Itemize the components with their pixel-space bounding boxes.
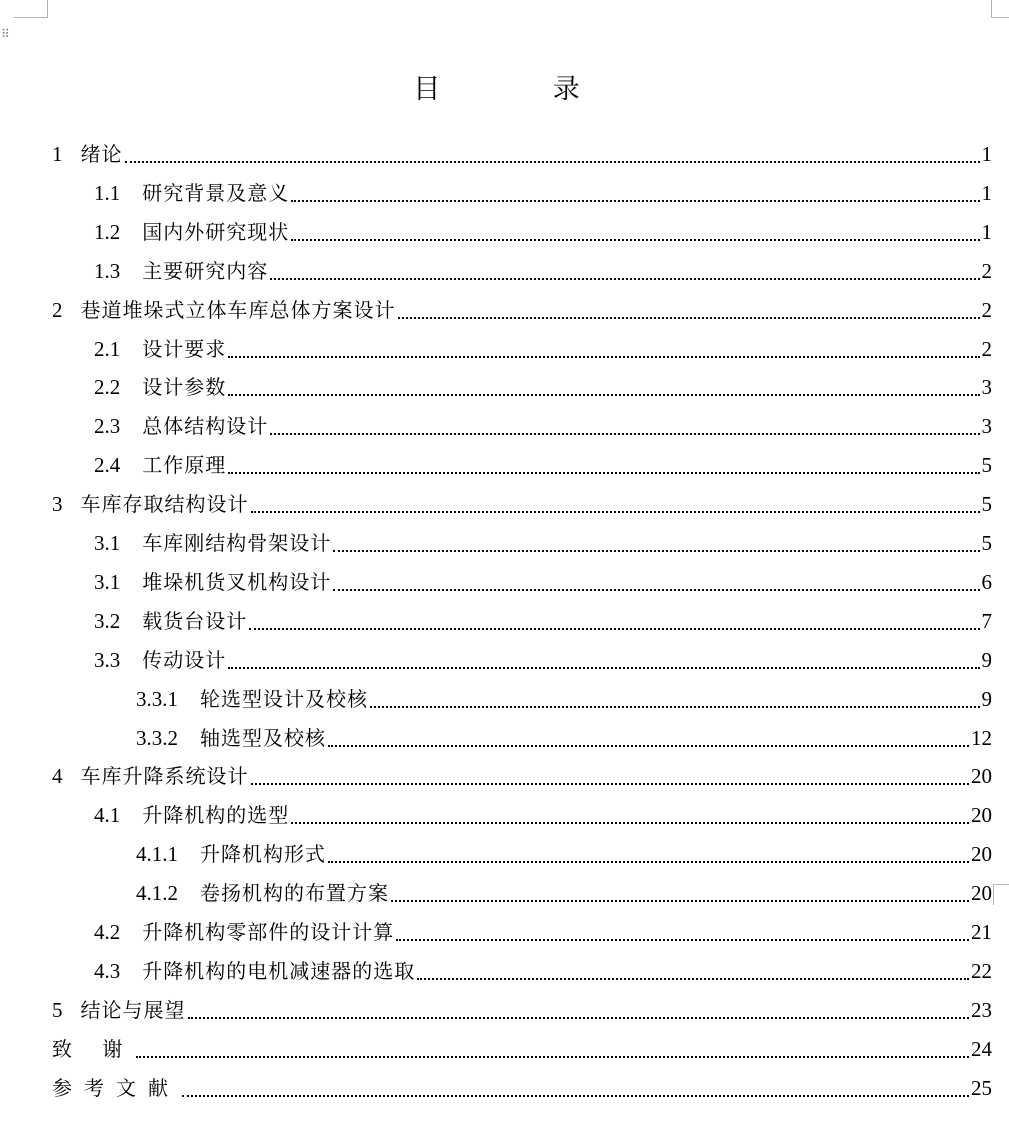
toc-entry-label: 轴选型及校核 <box>200 725 326 750</box>
toc-entry-number: 4.1.1 <box>136 842 178 867</box>
toc-dot-leader <box>251 511 980 513</box>
toc-dot-leader <box>370 706 980 708</box>
toc-entry[interactable] <box>94 407 992 445</box>
toc-dot-leader <box>396 939 969 941</box>
toc-entry[interactable] <box>94 913 992 951</box>
toc-entry-page-number: 2 <box>981 258 992 283</box>
toc-entry-number: 2.1 <box>94 336 121 361</box>
toc-dot-leader <box>228 394 979 396</box>
toc-entry-page-number: 2 <box>981 297 992 322</box>
toc-entry-number: 1.1 <box>94 180 121 205</box>
toc-dot-leader <box>270 433 979 435</box>
toc-entry-number: 2 <box>52 297 63 322</box>
toc-dot-leader <box>328 861 969 863</box>
toc-entry-label: 卷扬机构的布置方案 <box>200 881 389 906</box>
toc-entry-label: 国内外研究现状 <box>142 219 290 244</box>
toc-entry-page-number: 23 <box>971 997 992 1022</box>
toc-entry-label: 传动设计 <box>142 647 227 672</box>
toc-entry-label: 绪论 <box>80 142 123 166</box>
toc-entry-label: 致 谢 <box>52 1036 135 1061</box>
toc-entry-page-number: 5 <box>981 453 992 478</box>
toc-entry[interactable] <box>94 563 992 601</box>
toc-entry-number: 4.3 <box>94 958 121 983</box>
toc-entry-number: 3.2 <box>94 608 121 633</box>
toc-entry-page-number: 20 <box>971 764 992 789</box>
toc-entry[interactable] <box>52 757 992 795</box>
toc-entry-number: 3.3 <box>94 647 121 672</box>
page-corner-mark-top-left <box>14 0 48 18</box>
toc-entry-page-number: 1 <box>981 142 992 166</box>
toc-entry-label: 主要研究内容 <box>142 258 269 283</box>
toc-dot-leader <box>228 667 979 669</box>
toc-entry-number: 3.1 <box>94 569 121 594</box>
toc-dot-leader <box>328 745 969 747</box>
toc-entry-label: 升降机构的电机减速器的选取 <box>142 958 416 983</box>
toc-entry-page-number: 1 <box>981 180 992 205</box>
toc-dot-leader <box>188 1017 970 1019</box>
toc-entry[interactable] <box>94 796 992 834</box>
toc-entry[interactable] <box>94 252 992 290</box>
toc-entry-label: 车库升降系统设计 <box>80 764 249 789</box>
toc-entry-number: 2.4 <box>94 453 121 478</box>
toc-dot-leader <box>391 900 969 902</box>
toc-dot-leader <box>249 628 979 630</box>
toc-dot-leader <box>270 278 979 280</box>
toc-dot-leader <box>291 239 979 241</box>
toc-entry-number: 3.3.1 <box>136 686 178 711</box>
toc-entry-label: 车库存取结构设计 <box>80 492 249 517</box>
toc-entry[interactable] <box>136 680 992 718</box>
toc-entry-label: 结论与展望 <box>80 997 186 1022</box>
toc-dot-leader <box>291 200 979 202</box>
toc-entry-number: 4.1 <box>94 803 121 828</box>
toc-entry-number: 4 <box>52 764 63 789</box>
toc-entry-page-number: 7 <box>981 608 992 633</box>
toc-entry-page-number: 21 <box>971 920 992 944</box>
toc-entry-page-number: 3 <box>981 414 992 439</box>
toc-entry-number: 3.1 <box>94 531 121 555</box>
toc-entry[interactable] <box>52 135 992 173</box>
toc-entry[interactable] <box>52 991 992 1029</box>
toc-entry-page-number: 24 <box>971 1036 992 1061</box>
toc-entry[interactable] <box>94 213 992 251</box>
toc-entry[interactable] <box>52 1069 992 1107</box>
toc-dot-leader <box>398 317 980 319</box>
toc-entry-label: 设计参数 <box>142 375 227 400</box>
toc-entry[interactable] <box>52 1030 992 1068</box>
toc-entry-page-number: 3 <box>981 375 992 400</box>
toc-title: 目 录 <box>413 74 632 105</box>
toc-entry[interactable] <box>94 524 992 562</box>
toc-entry-number: 3 <box>52 492 63 517</box>
toc-entry[interactable] <box>52 291 992 329</box>
toc-dot-leader <box>251 783 970 785</box>
toc-entry-page-number: 5 <box>981 492 992 517</box>
toc-entry-page-number: 9 <box>981 647 992 672</box>
toc-entry-page-number: 20 <box>971 842 992 867</box>
toc-entry-label: 设计要求 <box>142 336 227 361</box>
toc-entry-label: 堆垛机货叉机构设计 <box>142 569 332 594</box>
toc-entry[interactable] <box>94 368 992 406</box>
toc-entry-page-number: 20 <box>971 881 992 906</box>
toc-entry-page-number: 1 <box>981 219 992 244</box>
toc-entry-page-number: 9 <box>981 686 992 711</box>
toc-entry-label: 升降机构的选型 <box>142 803 290 828</box>
toc-entry-number: 4.1.2 <box>136 881 178 906</box>
toc-entry-label: 工作原理 <box>142 453 227 478</box>
page-corner-mark-top-right <box>991 0 1009 18</box>
toc-entry-number: 5 <box>52 997 63 1022</box>
toc-entry-page-number: 5 <box>981 531 992 555</box>
table-move-handle-icon[interactable]: ⠿ <box>1 27 10 41</box>
toc-dot-leader <box>182 1095 969 1097</box>
toc-entry-label: 总体结构设计 <box>142 414 269 439</box>
toc-entry[interactable] <box>94 952 992 990</box>
toc-entry[interactable] <box>136 874 992 912</box>
toc-entry-page-number: 25 <box>971 1075 992 1100</box>
toc-dot-leader <box>136 1056 969 1058</box>
toc-entry[interactable] <box>94 602 992 640</box>
toc-entry-label: 研究背景及意义 <box>142 180 290 205</box>
toc-dot-leader <box>291 822 969 824</box>
toc-entry-number: 1 <box>52 142 63 166</box>
toc-entry[interactable] <box>94 641 992 679</box>
toc-entry[interactable] <box>52 485 992 523</box>
toc-entry-number: 3.3.2 <box>136 725 178 750</box>
toc-dot-leader <box>228 472 979 474</box>
toc-entry-label: 轮选型设计及校核 <box>200 686 368 711</box>
toc-dot-leader <box>417 978 969 980</box>
toc-entry-label: 参考文献 <box>52 1075 180 1100</box>
toc-entry[interactable] <box>94 330 992 368</box>
toc-entry-page-number: 22 <box>971 958 992 983</box>
toc-entry-page-number: 2 <box>981 336 992 361</box>
toc-entry[interactable] <box>136 719 992 757</box>
page-corner-mark-right <box>993 884 1009 905</box>
toc-entry-number: 2.3 <box>94 414 121 439</box>
toc-dot-leader <box>125 161 980 163</box>
toc-dot-leader <box>333 589 979 591</box>
toc-entry[interactable] <box>94 174 992 212</box>
toc-entry-number: 4.2 <box>94 920 121 944</box>
toc-entry-number: 1.2 <box>94 219 121 244</box>
toc-entry-number: 1.3 <box>94 258 121 283</box>
toc-entry-page-number: 6 <box>981 569 992 594</box>
toc-entry-label: 升降机构形式 <box>200 842 326 867</box>
toc-entry-label: 升降机构零部件的设计计算 <box>142 920 395 944</box>
toc-entry[interactable] <box>94 446 992 484</box>
toc-dot-leader <box>228 356 979 358</box>
toc-entry-label: 车库刚结构骨架设计 <box>142 531 332 555</box>
toc-entry[interactable] <box>136 835 992 873</box>
toc-entry-label: 载货台设计 <box>142 608 248 633</box>
toc-entry-number: 2.2 <box>94 375 121 400</box>
toc-entry-page-number: 12 <box>971 725 992 750</box>
toc-entry-label: 巷道堆垛式立体车库总体方案设计 <box>80 297 396 322</box>
toc-entry-page-number: 20 <box>971 803 992 828</box>
toc-dot-leader <box>333 550 979 552</box>
